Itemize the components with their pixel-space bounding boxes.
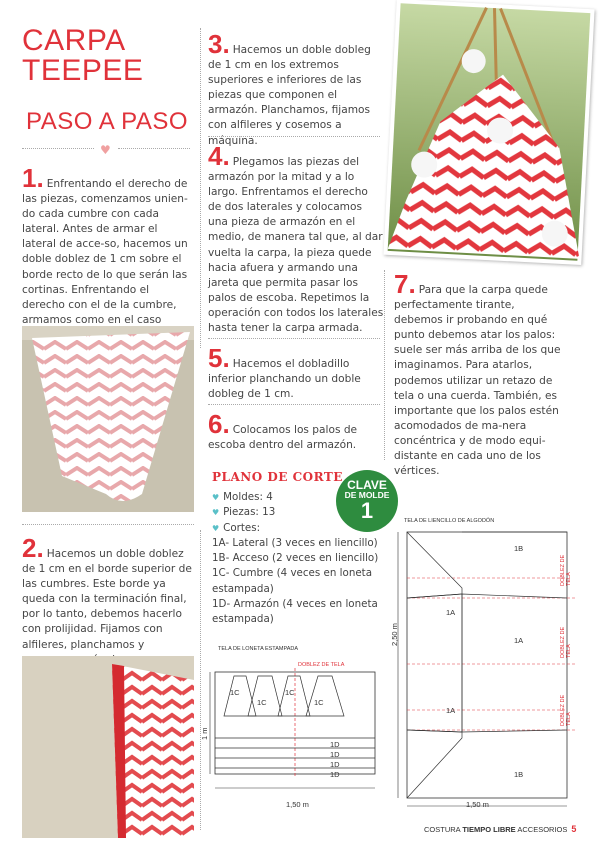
step-number: 1. [22, 163, 44, 193]
title-line-2: TEEPEE [22, 54, 144, 87]
curtain-piece-image [22, 326, 194, 512]
piece-label: 1C [230, 688, 240, 697]
badge-number: 1 [360, 498, 374, 523]
hem-detail-image [22, 656, 194, 838]
divider [208, 404, 380, 405]
pattern-key-badge [336, 470, 398, 532]
badge-line-2: DE MOLDE [344, 490, 390, 500]
divider [118, 148, 190, 149]
step-text: Colocamos los palos de escoba dentro del armazón. [208, 424, 358, 452]
step-number: 5. [208, 343, 230, 373]
column-divider [384, 270, 385, 460]
step-text: Plegamos las piezas del armazón por la mitad y a lo largo. Enfrentamos el derecho de dos laterales y colocamos una pieza de armazón en el medio, de manera tal que, al dar vuelta la carpa, la pieza quede hacia afuera y armando una jareta que permita pasar los palos de escoba. Repetimos la operación con todos los laterales hasta tener la carpa armada. [208, 156, 384, 335]
piece-label: 1B [514, 544, 524, 553]
list-item: 1B- Acceso (2 veces en liencillo) [212, 552, 379, 565]
divider [208, 338, 380, 339]
page-subtitle: PASO A PASO [26, 108, 189, 135]
piece-label: 1A [514, 636, 524, 645]
step-2 [22, 533, 194, 668]
list-item: ♥ Moldes: 4 [212, 491, 273, 503]
loneta-fold-label: DOBLEZ DE TELA [298, 662, 345, 668]
loneta-width-label: 1,50 m [286, 800, 309, 809]
step-number: 4. [208, 141, 230, 171]
divider [22, 148, 94, 149]
loneta-title: TELA DE LONETA ESTAMPADA [218, 646, 299, 652]
divider [22, 524, 194, 525]
photo-hem-detail [22, 656, 194, 838]
step-number: 2. [22, 533, 44, 563]
list-item: 1C- Cumbre (4 veces en loneta estampada) [212, 567, 373, 595]
piece-label: 1D [330, 760, 340, 769]
step-text: Enfrentando el derecho de las piezas, comenzamos unien-do cada cumbre con cada lateral. Antes de armar el lateral de acce-so, hacemos un doble doblez de 1 cm sobre el borde recto de lo que serán las cortinas. Enfrentando el derecho con el de la cumbre, armamos como en el caso [22, 178, 188, 326]
page-footer [424, 824, 576, 834]
step-number: 3. [208, 29, 230, 59]
liencillo-height-label: 2,50 m [390, 623, 399, 646]
pattern-title: PLANO DE CORTE [212, 470, 343, 484]
step-5 [208, 343, 378, 402]
photo-teepee [383, 0, 594, 265]
footer-category: ACCESORIOS [515, 825, 568, 834]
step-text: Hacemos un doble doblez de 1 cm en el borde superior de las cumbres. Este borde ya queda con la terminación final, por lo tanto, debemos hacerlo con prolijidad. Fijamos con alfileres, planchamos y [22, 548, 192, 651]
liencillo-width-label: 1,50 m [466, 800, 489, 809]
piece-label: 1B [514, 770, 524, 779]
piece-label: 1A [446, 706, 456, 715]
piece-label: 1D [330, 750, 340, 759]
list-item: ♥ Cortes: [212, 521, 261, 534]
step-number: 7. [394, 269, 416, 299]
liencillo-fold-label: DOBLEZ DE TELA [560, 694, 572, 726]
heart-bullet-icon: ♥ [212, 493, 220, 502]
page-title [22, 26, 143, 86]
step-4 [208, 141, 384, 336]
step-3 [208, 29, 384, 149]
step-7 [394, 269, 566, 479]
liencillo-fold-label: DOBLEZ DE TELA [560, 626, 572, 658]
step-6 [208, 409, 378, 453]
heart-icon: ♥ [100, 143, 111, 157]
piece-label: 1A [446, 608, 456, 617]
piece-label: 1D [330, 740, 340, 749]
liencillo-fold-label: DOBLEZ DE TELA [560, 554, 572, 586]
list-item: ♥ Piezas: 13 [212, 506, 276, 519]
list-item: 1D- Armazón (4 veces en loneta estampada) [212, 598, 378, 626]
heart-bullet-icon: ♥ [212, 508, 220, 518]
step-text: Para que la carpa quede perfectamente tirante, debemos ir probando en qué punto debemos atar los palos: suele ser más arriba de los que imaginamos. Para atarlos, podemos utilizar un retazo de tela o una cuerda. También, es importante que los palos estén acomodados de ma-nera concéntrica y de modo equi-distante en cada uno de los vértices. [394, 284, 561, 478]
footer-brand: TIEMPO LIBRE [462, 825, 516, 834]
list-item: 1A- Lateral (3 veces en liencillo) [212, 536, 378, 549]
badge-line-1: CLAVE [347, 478, 387, 492]
liencillo-title: TELA DE LIENCILLO DE ALGODÓN [404, 518, 495, 524]
step-number: 6. [208, 409, 230, 439]
piece-label: 1C [285, 688, 295, 697]
heart-bullet-icon: ♥ [212, 523, 220, 533]
liencillo-diagram [392, 528, 580, 812]
step-text: Hacemos un doble dobleg de 1 cm en los extremos superiores e inferiores de las piezas que componen el armazón. Planchamos, fijamos con alfileres y cosemos a máquina. [208, 44, 371, 147]
photo-curtain-piece [22, 326, 194, 512]
loneta-height-label: 1 m [200, 727, 209, 740]
column-divider [200, 28, 201, 348]
footer-section: COSTURA [424, 825, 463, 834]
teepee-image [383, 0, 594, 265]
step-1 [22, 163, 194, 343]
piece-label: 1C [314, 698, 324, 707]
piece-label: 1D [330, 770, 340, 779]
step-text: Hacemos el dobladillo inferior planchando un doble dobleg de 1 cm. [208, 358, 361, 401]
piece-label: 1C [257, 698, 267, 707]
divider [208, 136, 380, 137]
page-number: 5 [571, 824, 577, 834]
title-line-1: CARPA [22, 24, 126, 57]
